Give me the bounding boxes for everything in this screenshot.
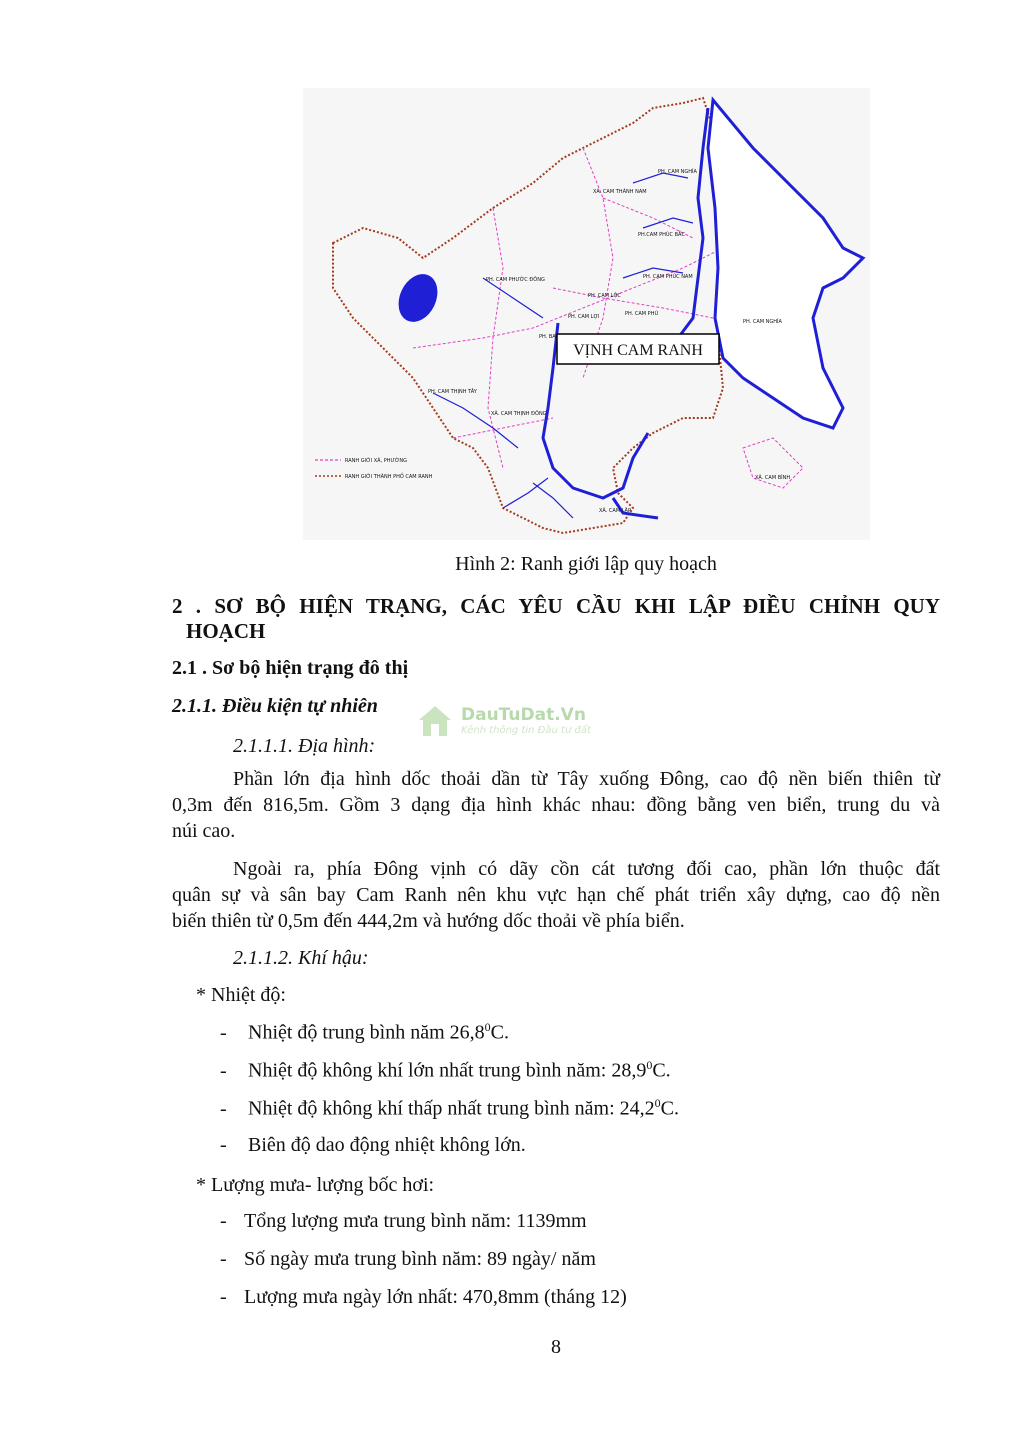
para1-line3: núi cao. (172, 820, 236, 842)
para1-line2: 0,3m đến 816,5m. Gồm 3 dạng địa hình khác nhau: đồng bằng ven biển, trung du và (172, 794, 940, 816)
place-label: PH. CAM NGHĨA (658, 169, 697, 175)
list-item: - Số ngày mưa trung bình năm: 89 ngày/ năm (220, 1248, 596, 1270)
heading-terrain: 2.1.1.1. Địa hình: (233, 735, 376, 757)
place-label: PH. CAM NGHĨA (743, 319, 782, 325)
place-label: PH. CAM LỢI (568, 314, 600, 320)
list-item: - Tổng lượng mưa trung bình năm: 1139mm (220, 1210, 587, 1232)
list-item: - Nhiệt độ không khí lớn nhất trung bình năm: 28,9$^0$C. (220, 1058, 671, 1082)
para2-line2: quân sự và sân bay Cam Ranh nên khu vực hạn chế phát triển xây dựng, cao độ nền (172, 884, 940, 906)
place-label: XÃ. CAM LẬP (599, 508, 631, 514)
para2-line1: Ngoài ra, phía Đông vịnh có dãy cồn cát tương đối cao, phần lớn thuộc đất (233, 858, 940, 880)
watermark (415, 700, 591, 740)
watermark-slogan: Kênh thông tin Đầu tư đất (461, 724, 591, 736)
place-label: XÃ. CAM THỊNH ĐÔNG (491, 411, 547, 417)
subsubsection-title: 2.1.1. Điều kiện tự nhiên (172, 695, 378, 717)
watermark-name: DauTuDat.Vn (461, 704, 586, 725)
heading-climate: 2.1.1.2. Khí hậu: (233, 947, 369, 969)
place-label: PH.CAM PHÚC BẮC (638, 232, 685, 238)
list-item: - Biên độ dao động nhiệt không lớn. (220, 1134, 526, 1156)
map-drawing (303, 88, 870, 540)
place-label: PH. CAM PHÚ (625, 311, 659, 317)
page-number: 8 (551, 1336, 561, 1358)
list-item: - Nhiệt độ không khí thấp nhất trung bình năm: 24,2$^0$C. (220, 1096, 679, 1120)
place-label: PH. CAM THỊNH TÂY (428, 389, 477, 395)
legend-city-label: RANH GIỚI THÀNH PHỐ CAM RANH (345, 474, 433, 480)
bay-label: VỊNH CAM RANH (573, 342, 703, 359)
para2-line3: biến thiên từ 0,5m đến 444,2m và hướng dốc thoải về phía biển. (172, 910, 685, 932)
temp-header: * Nhiệt độ: (196, 984, 286, 1006)
section-title-line1: 2 . SƠ BỘ HIỆN TRẠNG, CÁC YÊU CẦU KHI LẬP ĐIỀU CHỈNH QUY (172, 594, 940, 618)
place-label: PH. BA (539, 334, 556, 340)
section-title-line2: HOẠCH (186, 619, 266, 643)
figure-caption: Hình 2: Ranh giới lập quy hoạch (455, 553, 717, 575)
list-item: - Lượng mưa ngày lớn nhất: 470,8mm (tháng 12) (220, 1286, 627, 1308)
place-label: PH. CAM PHÚC NAM (643, 274, 693, 280)
rain-header: * Lượng mưa- lượng bốc hơi: (196, 1174, 435, 1196)
place-label: PH. CAM PHƯỚC ĐÔNG (486, 277, 545, 283)
para1-line1: Phần lớn địa hình dốc thoải dần từ Tây xuống Đông, cao độ nền biến thiên từ (233, 768, 940, 790)
list-item: - Nhiệt độ trung bình năm 26,8$^0$C. (220, 1020, 509, 1044)
place-label: PH. CAM LỘC (588, 293, 621, 299)
place-label: XÃ. CAM BÌNH (755, 475, 791, 481)
house-icon (415, 700, 455, 740)
subsection-title: 2.1 . Sơ bộ hiện trạng đô thị (172, 657, 409, 679)
legend-ward-label: RANH GIỚI XÃ, PHƯỜNG (345, 458, 408, 464)
place-label: XÃ. CAM THÀNH NAM (593, 189, 647, 195)
boundary-map (303, 88, 870, 540)
